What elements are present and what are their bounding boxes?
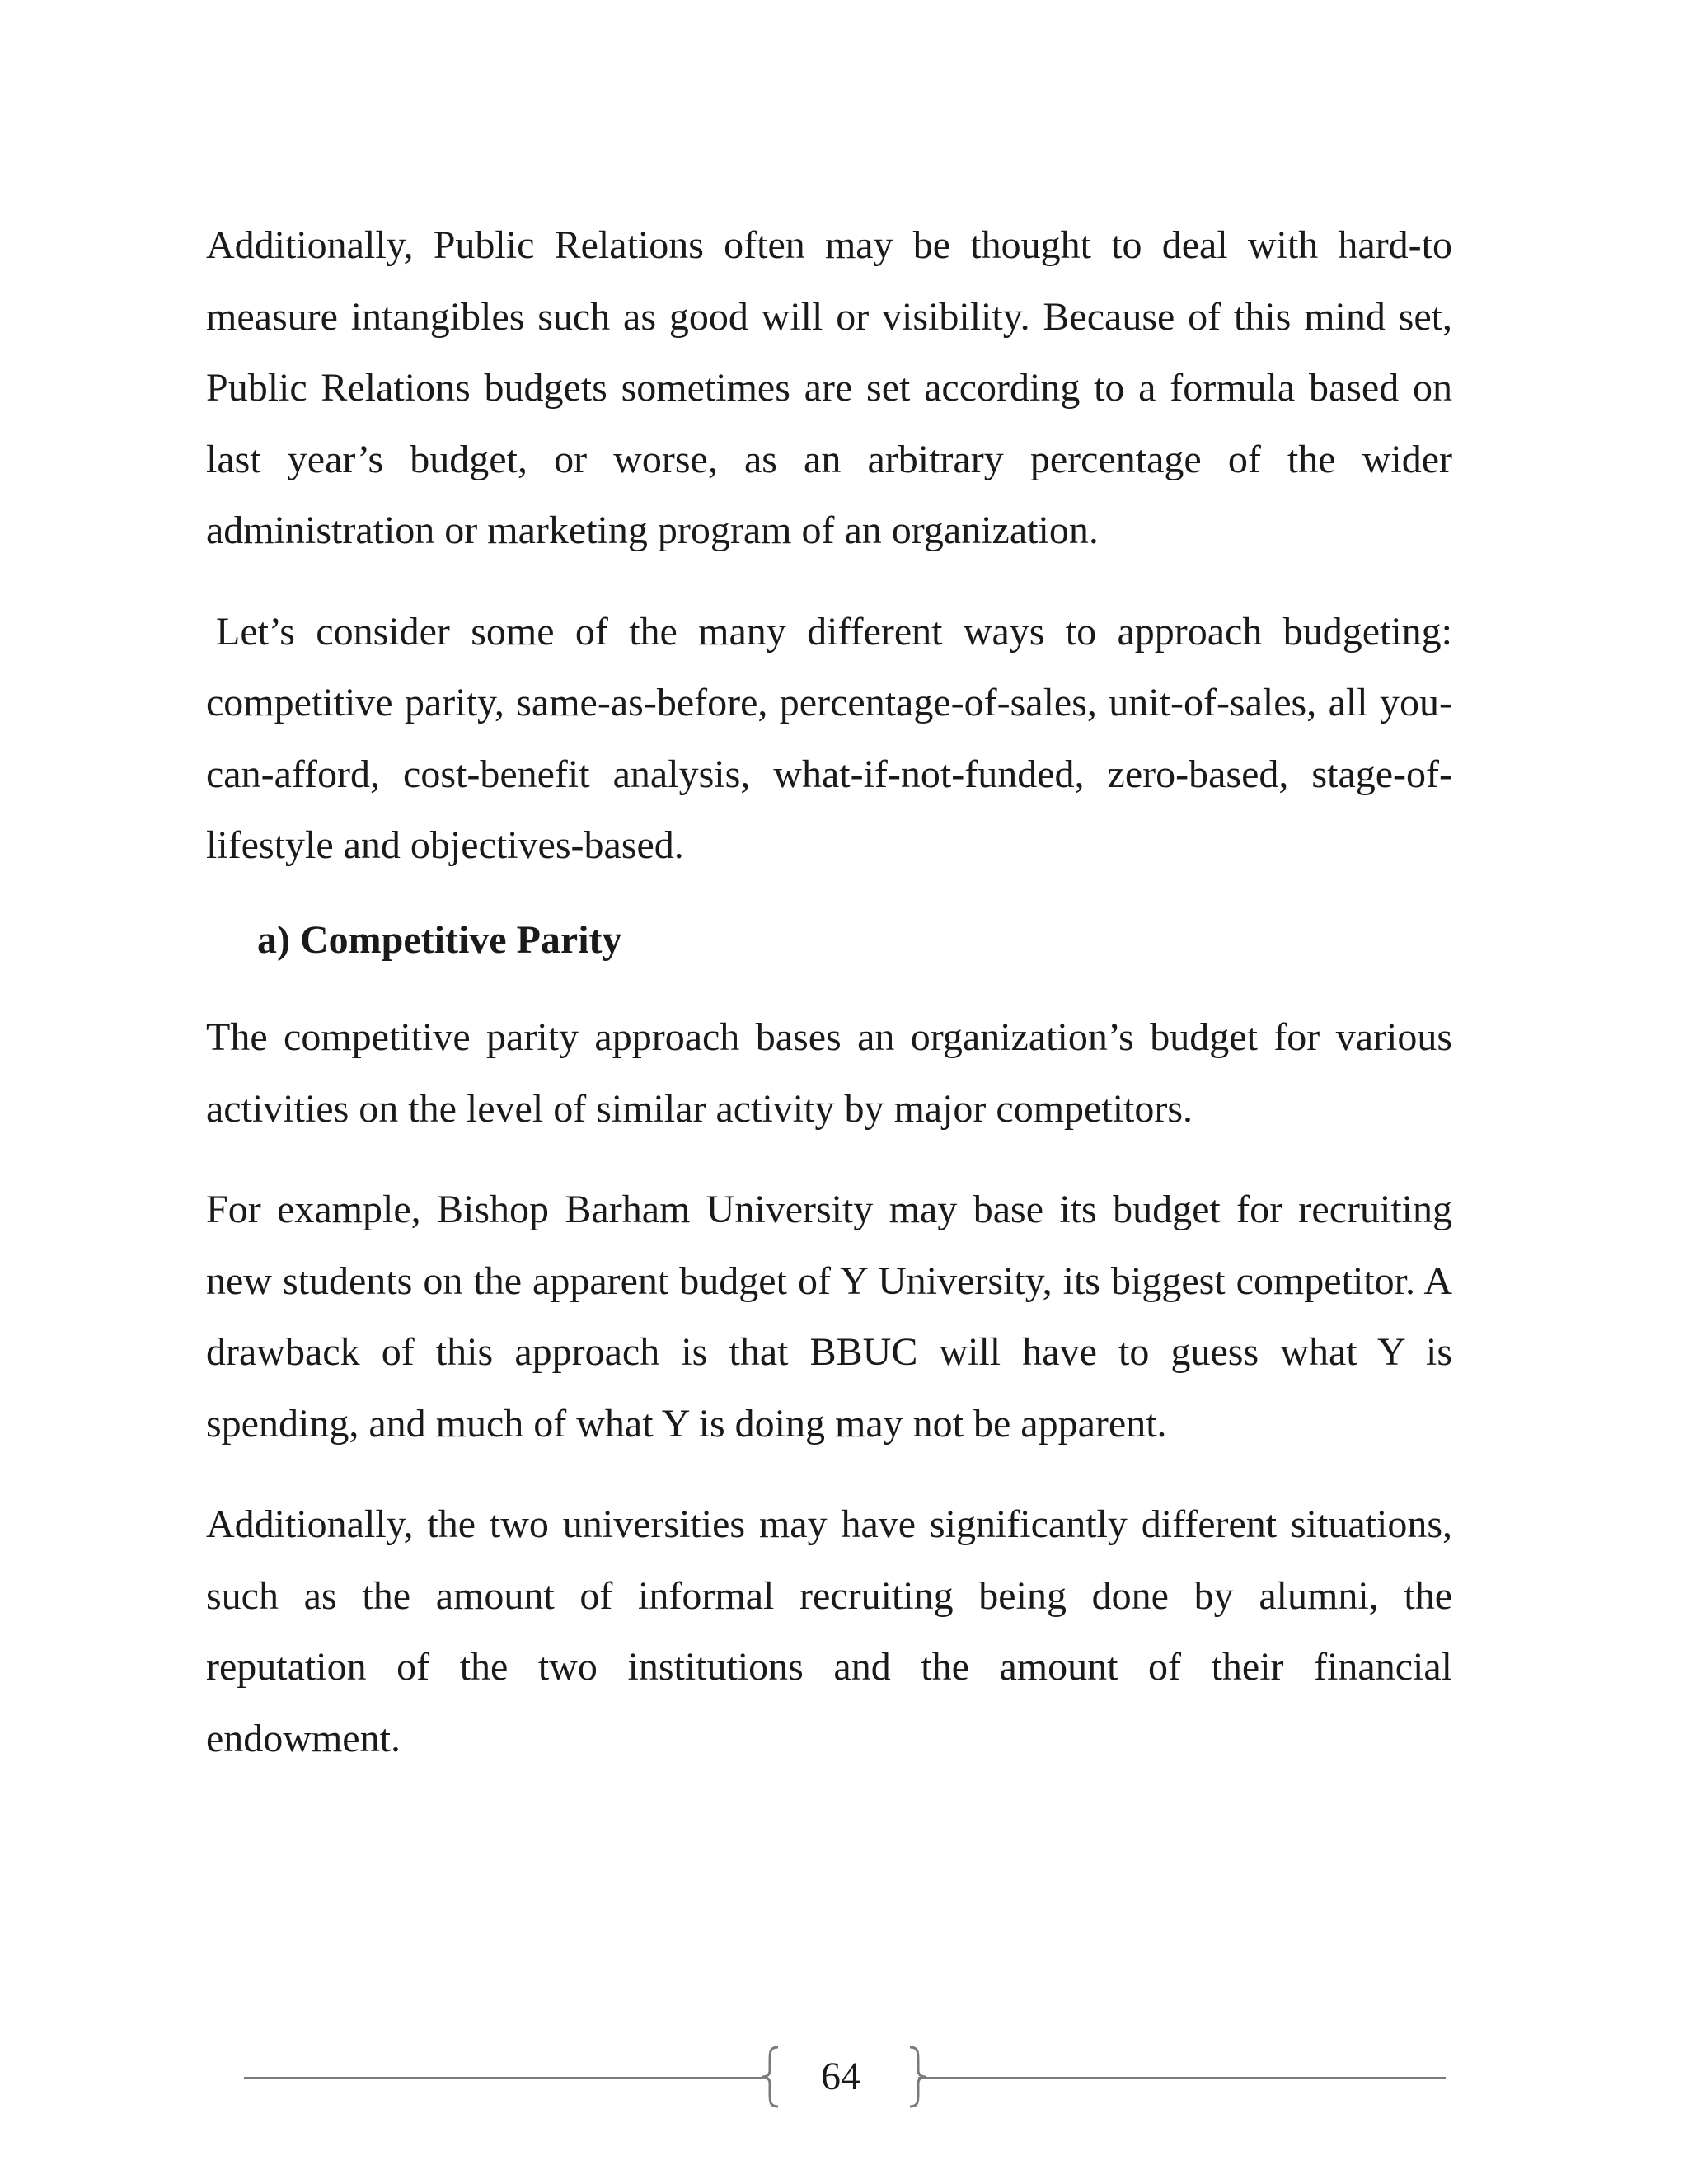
paragraph-intro: Additionally, Public Relations often may be thought to deal with hard-to measure intangibles such as good will or visibility. Because of this mind set, Public Relations budgets sometimes are set according to a formula based on last year’s budget, or worse, as an arbitrary percentage of the wider administration or marketing program of an organization. — [206, 223, 1452, 552]
section-heading-competitive-parity: a) Competitive Parity — [257, 917, 622, 962]
page-footer — [0, 2044, 1688, 2110]
footer-rule-left — [244, 2077, 763, 2079]
footer-rule-right — [918, 2077, 1446, 2079]
paragraph-situations: Additionally, the two universities may have significantly different situations, such as the amount of informal recruiting being done by alumni, the reputation of the two institutions and the amount of their financial endowment. — [206, 1502, 1452, 1760]
left-brace-icon — [758, 2044, 783, 2110]
paragraph-budgeting-approaches: Let’s consider some of the many different ways to approach budgeting: competitive parity, same-as-before, percentage-of-sales, unit-of-sales, all you-can-afford, cost-benefit analysis, what-if-not-funded, zero-based, stage-of-lifestyle and objectives-based. — [206, 609, 1452, 867]
paragraph-competitive-parity-definition: The competitive parity approach bases an organization’s budget for various activities on the level of similar activity by major competitors. — [206, 1015, 1452, 1131]
paragraph-example: For example, Bishop Barham University may base its budget for recruiting new students on the apparent budget of Y University, its biggest competitor. A drawback of this approach is that BBUC will have to guess what Y is spending, and much of what Y is doing may not be apparent. — [206, 1188, 1452, 1446]
page-number: 64 — [821, 2055, 860, 2098]
page-body — [206, 210, 1452, 1774]
